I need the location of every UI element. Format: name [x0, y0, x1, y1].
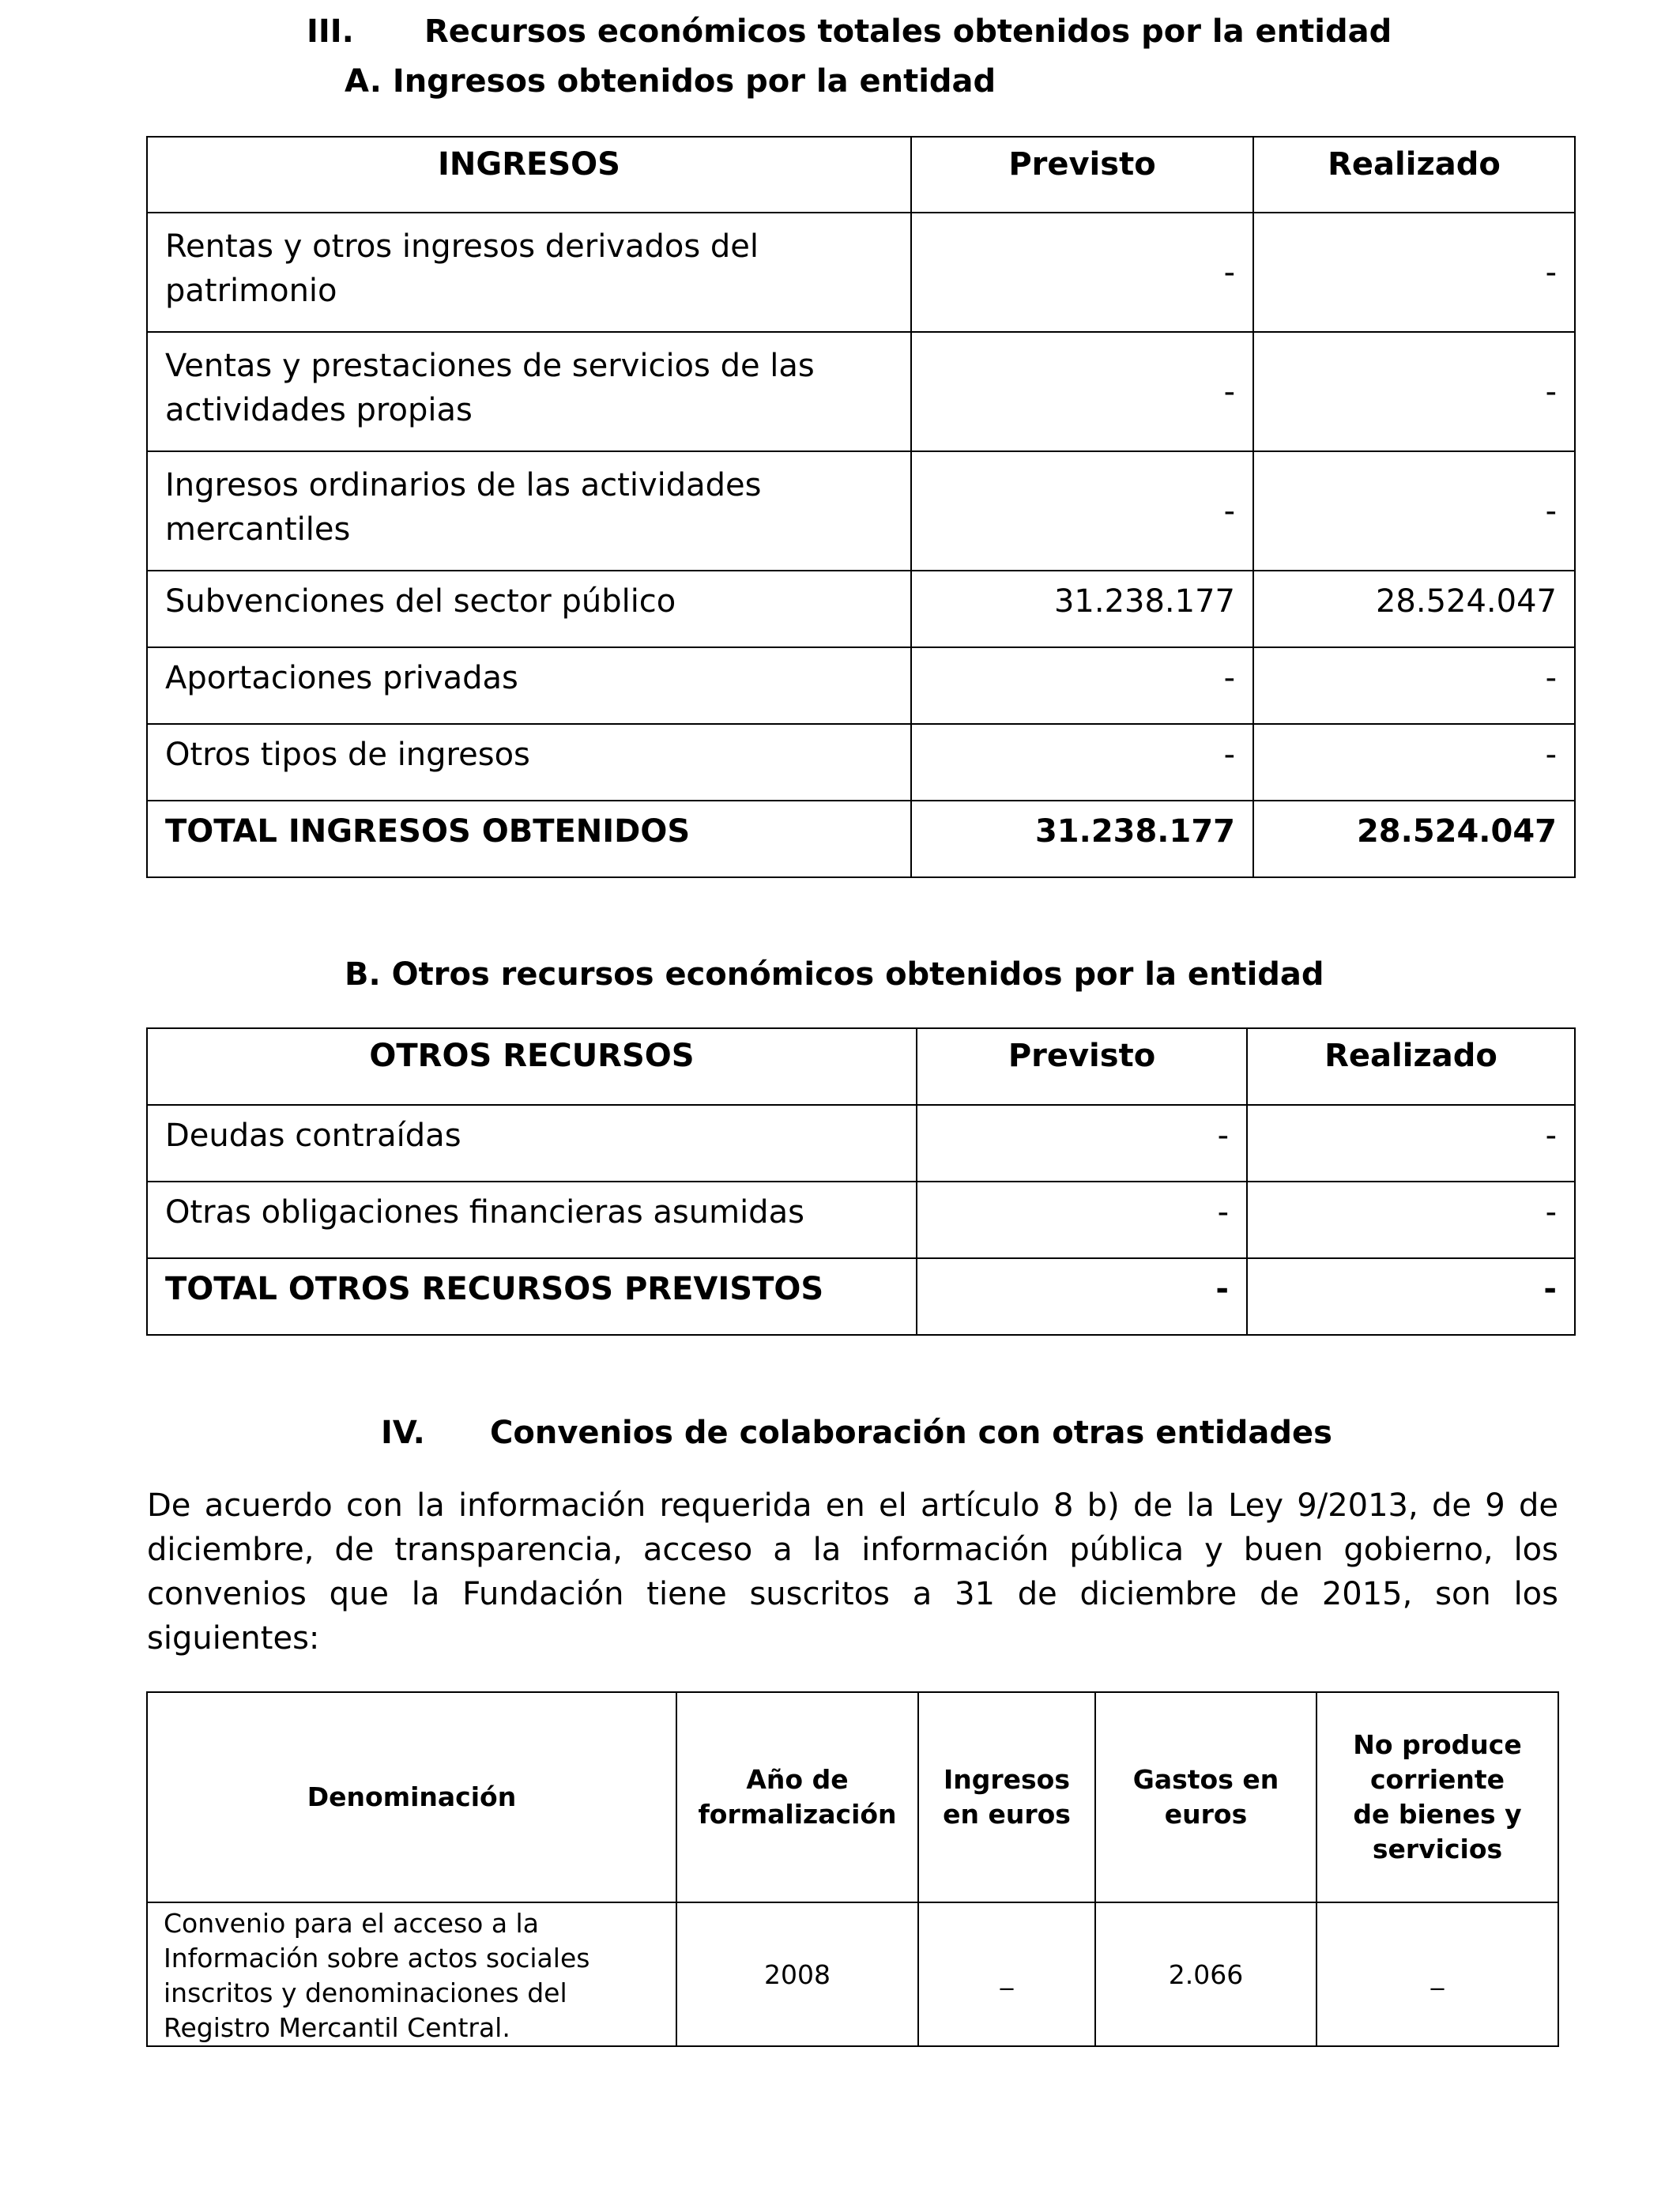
table-header-row: [147, 1028, 1575, 1105]
column-header-previsto: Previsto: [917, 1028, 1247, 1105]
row-label: Otras obligaciones financieras asumidas: [147, 1182, 917, 1258]
table-row: [147, 1182, 1575, 1258]
section-4-title: Convenios de colaboración con otras entidades: [490, 1415, 1332, 1451]
section-b-title: B. Otros recursos económicos obtenidos por la entidad: [345, 956, 1324, 993]
section-a-title: A. Ingresos obtenidos por la entidad: [345, 63, 996, 100]
realizado-value: -: [1253, 724, 1575, 801]
total-realizado-value: -: [1247, 1258, 1575, 1335]
table-total-row: [147, 1258, 1575, 1335]
row-label: Rentas y otros ingresos derivados del patrimonio: [147, 213, 911, 332]
table-row: [147, 1105, 1575, 1182]
column-header-anio: Año de formalización: [676, 1692, 918, 1902]
row-label: Otros tipos de ingresos: [147, 724, 911, 801]
realizado-value: -: [1253, 213, 1575, 332]
column-header-no-produce: No produce corriente de bienes y servicios: [1317, 1692, 1558, 1902]
total-label: TOTAL OTROS RECURSOS PREVISTOS: [147, 1258, 917, 1335]
realizado-value: -: [1253, 647, 1575, 724]
row-label: Ingresos ordinarios de las actividades mercantiles: [147, 451, 911, 571]
convenios-paragraph: De acuerdo con la información requerida en el artículo 8 b) de la Ley 9/2013, de 9 de diciembre, de transparencia, acceso a la información pública y buen gobierno, los convenios que la Fundación tiene suscritos a 31 de diciembre de 2015, son los siguientes:: [147, 1487, 1558, 1657]
column-header-gastos: Gastos en euros: [1095, 1692, 1317, 1902]
convenio-anio: 2008: [676, 1902, 918, 2046]
section-3-number: III.: [307, 13, 354, 50]
table-row: [147, 213, 1575, 332]
table-row: [147, 724, 1575, 801]
convenio-denominacion: Convenio para el acceso a la Información sobre actos sociales inscritos y denominaciones del Registro Mercantil Central.: [147, 1902, 676, 2046]
ingresos-table: [146, 136, 1576, 878]
table-total-row: [147, 801, 1575, 877]
column-header-realizado: Realizado: [1247, 1028, 1575, 1105]
section-3-title: Recursos económicos totales obtenidos por la entidad: [424, 13, 1392, 50]
realizado-value: 28.524.047: [1253, 571, 1575, 647]
previsto-value: -: [911, 647, 1253, 724]
realizado-value: -: [1247, 1182, 1575, 1258]
row-label: Ventas y prestaciones de servicios de las actividades propias: [147, 332, 911, 451]
previsto-value: 31.238.177: [911, 571, 1253, 647]
row-label: Deudas contraídas: [147, 1105, 917, 1182]
table-row: [147, 647, 1575, 724]
column-header-otros-recursos: OTROS RECURSOS: [147, 1028, 917, 1105]
convenio-no-produce: _: [1317, 1902, 1558, 2046]
table-header-row: [147, 1692, 1558, 1902]
table-row: [147, 332, 1575, 451]
total-realizado-value: 28.524.047: [1253, 801, 1575, 877]
realizado-value: -: [1253, 332, 1575, 451]
convenio-gastos: 2.066: [1095, 1902, 1317, 2046]
convenios-table: [146, 1691, 1559, 2047]
section-3-heading: [307, 13, 354, 50]
previsto-value: -: [911, 332, 1253, 451]
previsto-value: -: [917, 1182, 1247, 1258]
previsto-value: -: [911, 451, 1253, 571]
column-header-ingresos: INGRESOS: [147, 137, 911, 213]
column-header-denominacion: Denominación: [147, 1692, 676, 1902]
previsto-value: -: [917, 1105, 1247, 1182]
column-header-realizado: Realizado: [1253, 137, 1575, 213]
table-header-row: [147, 137, 1575, 213]
previsto-value: -: [911, 213, 1253, 332]
total-previsto-value: -: [917, 1258, 1247, 1335]
column-header-previsto: Previsto: [911, 137, 1253, 213]
row-label: Aportaciones privadas: [147, 647, 911, 724]
total-previsto-value: 31.238.177: [911, 801, 1253, 877]
table-row: [147, 451, 1575, 571]
previsto-value: -: [911, 724, 1253, 801]
table-row: [147, 1902, 1558, 2046]
section-4-number: IV.: [381, 1415, 425, 1451]
realizado-value: -: [1247, 1105, 1575, 1182]
table-row: [147, 571, 1575, 647]
row-label: Subvenciones del sector público: [147, 571, 911, 647]
otros-recursos-table: [146, 1027, 1576, 1336]
total-label: TOTAL INGRESOS OBTENIDOS: [147, 801, 911, 877]
realizado-value: -: [1253, 451, 1575, 571]
column-header-ingresos: Ingresos en euros: [918, 1692, 1095, 1902]
convenio-ingresos: _: [918, 1902, 1095, 2046]
